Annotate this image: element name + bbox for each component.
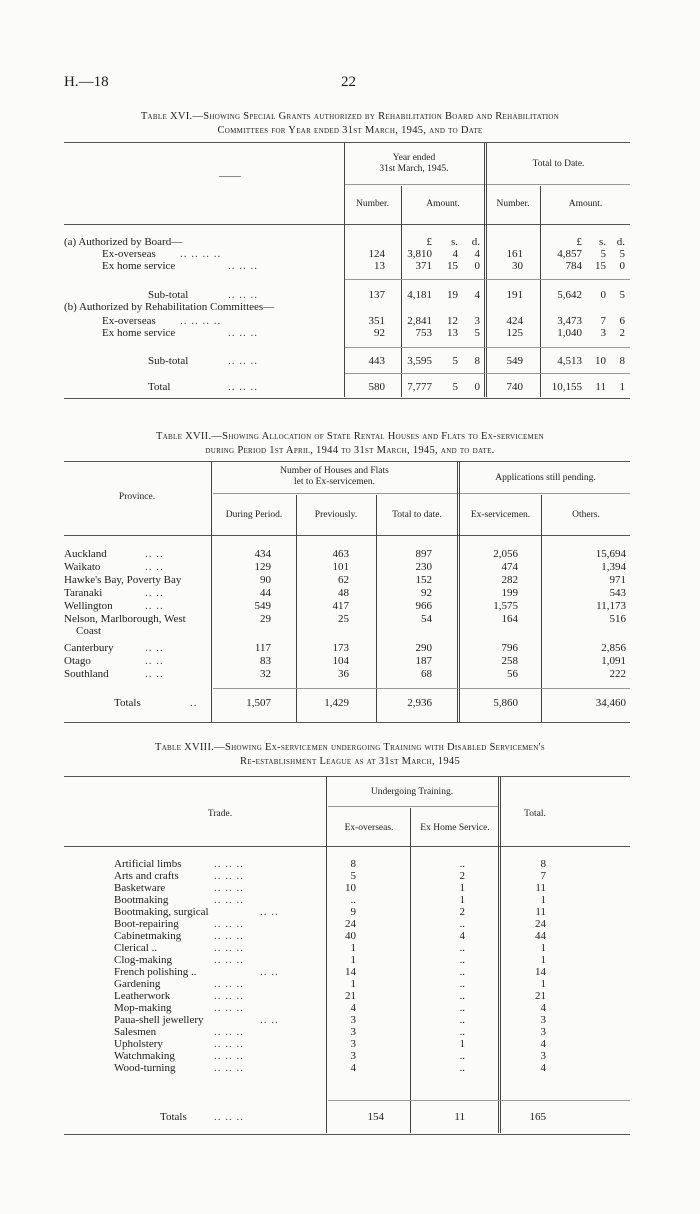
- table17-province: Auckland: [64, 548, 107, 560]
- table17-total-cell: 1,507: [246, 697, 271, 709]
- table18-group-rule: [328, 806, 498, 807]
- leader-dots: .. .. .. ..: [180, 248, 222, 260]
- table17-province: Canterbury: [64, 642, 114, 654]
- currency-unit: s.: [598, 236, 606, 248]
- table16-pence: 5: [619, 248, 625, 260]
- leader-dots: .. .. ..: [214, 1038, 244, 1050]
- table17-cell: 83: [260, 655, 271, 667]
- table17-cell: 549: [254, 600, 271, 612]
- table18-ex-overseas: 3: [350, 1026, 356, 1038]
- table17-cell: 222: [609, 668, 626, 680]
- table18-ex-home: ..: [459, 1026, 465, 1038]
- table18-total: 3: [540, 1014, 546, 1026]
- table17-cell: 417: [332, 600, 349, 612]
- table17-group1-head2: let to Ex-servicemen.: [294, 477, 375, 487]
- table18-total: 4: [540, 1002, 546, 1014]
- table16-total-head: Total to Date.: [532, 159, 585, 169]
- table18-ex-home: 2: [459, 870, 465, 882]
- table17-bottom-rule: [64, 722, 630, 723]
- table18-trade: Bootmaking: [114, 894, 169, 906]
- table16-number: 92: [374, 327, 385, 339]
- leader-dots: .. .. ..: [228, 289, 258, 301]
- currency-unit: s.: [450, 236, 458, 248]
- table16-bottom-rule: [64, 398, 630, 399]
- table18-col-head: Ex Home Service.: [420, 823, 490, 833]
- table16-number: 424: [506, 315, 523, 327]
- table16-row-label: Ex-overseas: [102, 248, 156, 260]
- table18-ex-overseas: 3: [350, 1014, 356, 1026]
- table18-trade: Artificial limbs: [114, 858, 182, 870]
- table18-trade: Mop-making: [114, 1002, 172, 1014]
- table17-cell: 434: [254, 548, 271, 560]
- table17-province: Waikato: [64, 561, 101, 573]
- table17-cell: 1,091: [601, 655, 626, 667]
- table16-stub-dash: ——: [219, 170, 241, 182]
- table17-cell: 152: [415, 574, 432, 586]
- table17-cell: 796: [501, 642, 518, 654]
- table16-pence: 0: [474, 381, 480, 393]
- table18-trade: Cabinetmaking: [114, 930, 182, 942]
- table18-head-rule: [64, 846, 630, 847]
- table18-ex-home: ..: [459, 1002, 465, 1014]
- table18-col-head: Ex-overseas.: [344, 823, 394, 833]
- table16-pounds: 753: [415, 327, 432, 339]
- table18-vline: [326, 777, 327, 1133]
- table16-pence: 0: [474, 260, 480, 272]
- table16-subtotal-label: Sub-total: [148, 289, 189, 301]
- table18-ex-home: ..: [459, 978, 465, 990]
- table17-caption-line2: during Period 1st April, 1944 to 31st March, 1945, and to date.: [205, 445, 495, 456]
- table17-vline: [457, 462, 460, 722]
- table17-cell: 11,173: [596, 600, 626, 612]
- table17-cell: 897: [415, 548, 432, 560]
- leader-dots: .. ..: [145, 587, 164, 599]
- table17-cell: 971: [609, 574, 626, 586]
- table18-trade: Wood-turning: [114, 1062, 176, 1074]
- table18-ex-overseas: 1: [350, 954, 356, 966]
- currency-unit: d.: [471, 236, 480, 248]
- table18-ex-home: ..: [459, 942, 465, 954]
- table17-province-cont: Coast: [76, 625, 102, 637]
- table17-group2-head: Applications still pending.: [495, 473, 596, 483]
- table18-total-head: Total.: [524, 809, 546, 819]
- table17-cell: 258: [501, 655, 518, 667]
- table16-number: 13: [374, 260, 385, 272]
- table18-ex-home: ..: [459, 858, 465, 870]
- table18-ex-home: ..: [459, 1062, 465, 1074]
- table17-cell: 1,575: [493, 600, 518, 612]
- table18-total: 11: [535, 906, 546, 918]
- table16-number: 137: [368, 289, 385, 301]
- table17-cell: 62: [338, 574, 349, 586]
- leader-dots: ..: [190, 697, 198, 709]
- table16-pounds: 784: [565, 260, 582, 272]
- table17-cell: 290: [415, 642, 432, 654]
- table18-trade: Leatherwork: [114, 990, 171, 1002]
- table16-pence: 6: [619, 315, 625, 327]
- table18-ex-overseas: 14: [345, 966, 356, 978]
- table18-ex-overseas: 21: [345, 990, 356, 1002]
- table18-trade: Bootmaking, surgical: [114, 906, 209, 918]
- table17-total-cell: 5,860: [493, 697, 518, 709]
- table16-pounds: 3,810: [407, 248, 432, 260]
- table17-cell: 15,694: [595, 548, 626, 560]
- table16-shillings: 0: [600, 289, 606, 301]
- table18-totals-label: Totals: [160, 1111, 187, 1123]
- table18-trade: Boot-repairing: [114, 918, 179, 930]
- leader-dots: .. ..: [260, 1014, 279, 1026]
- table18-undergoing-head: Undergoing Training.: [370, 787, 454, 797]
- table16-shillings: 5: [600, 248, 606, 260]
- table16-amount-head2: Amount.: [568, 199, 603, 209]
- table17-province: Southland: [64, 668, 109, 680]
- leader-dots: .. ..: [145, 600, 164, 612]
- table17-col-head: Others.: [572, 510, 600, 520]
- table16-year-head2: 31st March, 1945.: [379, 164, 449, 174]
- table18-total-ex-home: 11: [454, 1111, 465, 1123]
- table17-cell: 68: [421, 668, 432, 680]
- table16-shillings: 11: [595, 381, 606, 393]
- leader-dots: .. .. ..: [228, 327, 258, 339]
- table16-caption-line2: Committees for Year ended 31st March, 1945, and to Date: [217, 125, 483, 136]
- table16-head-rule: [64, 224, 630, 225]
- leader-dots: .. .. ..: [214, 930, 244, 942]
- table17-cell: 230: [415, 561, 432, 573]
- table16-pence: 2: [619, 327, 625, 339]
- table18-total: 21: [535, 990, 546, 1002]
- table16-pence: 3: [474, 315, 480, 327]
- leader-dots: .. ..: [260, 906, 279, 918]
- table17-cell: 966: [415, 600, 432, 612]
- table16-pounds: 2,841: [407, 315, 432, 327]
- table16-pounds: 4,857: [557, 248, 582, 260]
- table16-pounds: 5,642: [557, 289, 582, 301]
- leader-dots: .. .. ..: [228, 381, 258, 393]
- table18-trade: Clerical ..: [114, 942, 158, 954]
- leader-dots: .. .. ..: [214, 1002, 244, 1014]
- table18-trade: French polishing ..: [114, 966, 197, 978]
- table18-ex-overseas: 5: [350, 870, 356, 882]
- table17-cell: 117: [254, 642, 271, 654]
- table16-section-a: (a) Authorized by Board—: [64, 236, 183, 248]
- table17-cell: 129: [254, 561, 271, 573]
- table18-ex-overseas: 40: [345, 930, 356, 942]
- table18-total-ex-overseas: 154: [367, 1111, 384, 1123]
- table18-ex-home: ..: [459, 954, 465, 966]
- table17-cell: 1,394: [601, 561, 626, 573]
- table18-ex-overseas: ..: [350, 894, 356, 906]
- leader-dots: .. .. ..: [214, 882, 244, 894]
- table17-head-rule: [64, 535, 630, 536]
- table16-pounds: 3,595: [407, 355, 432, 367]
- table16-shillings: 5: [452, 355, 458, 367]
- table16-pounds: 1,040: [557, 327, 582, 339]
- table18-grand-total: 165: [529, 1111, 546, 1123]
- leader-dots: .. .. ..: [214, 918, 244, 930]
- table17-cell: 2,856: [601, 642, 626, 654]
- table17-cell: 104: [332, 655, 349, 667]
- table17-cell: 2,056: [493, 548, 518, 560]
- table16-top-rule: [64, 142, 630, 143]
- table17-cell: 543: [609, 587, 626, 599]
- table17-cell: 36: [338, 668, 349, 680]
- table16-number: 191: [506, 289, 523, 301]
- table17-cell: 199: [501, 587, 518, 599]
- table17-total-cell: 2,936: [407, 697, 432, 709]
- table17-province: Wellington: [64, 600, 113, 612]
- table18-total: 8: [540, 858, 546, 870]
- table18-ex-overseas: 1: [350, 942, 356, 954]
- table18-total: 7: [540, 870, 546, 882]
- table18-ex-home: ..: [459, 1014, 465, 1026]
- table18-ex-home: 1: [459, 1038, 465, 1050]
- table17-caption-line1: Table XVII.—Showing Allocation of State Rental Houses and Flats to Ex-servicemen: [155, 431, 545, 442]
- table16-section-b: (b) Authorized by Rehabilitation Committees—: [64, 301, 275, 313]
- table17-cell: 29: [260, 613, 271, 625]
- table17-cell: 474: [501, 561, 518, 573]
- table17-province: Nelson, Marlborough, West: [64, 613, 186, 625]
- table17-cell: 90: [260, 574, 271, 586]
- table16-pence: 5: [619, 289, 625, 301]
- table18-trade: Paua-shell jewellery: [114, 1014, 204, 1026]
- table18-trade: Upholstery: [114, 1038, 163, 1050]
- table16-amount-head: Amount.: [426, 199, 460, 209]
- table18-total: 44: [535, 930, 546, 942]
- leader-dots: .. ..: [145, 548, 164, 560]
- table17-vline: [211, 462, 212, 722]
- table16-pence: 4: [474, 289, 480, 301]
- table16-vline: [540, 186, 541, 397]
- table16-pounds: 10,155: [551, 381, 582, 393]
- leader-dots: .. ..: [145, 642, 164, 654]
- table17-col-head: Previously.: [314, 510, 358, 520]
- leader-dots: .. ..: [145, 668, 164, 680]
- table16-number-head2: Number.: [496, 199, 530, 209]
- table18-ex-home: ..: [459, 1050, 465, 1062]
- page-number: 22: [341, 74, 356, 90]
- table18-total: 3: [540, 1026, 546, 1038]
- table17-total-cell: 1,429: [324, 697, 349, 709]
- leader-dots: .. ..: [145, 655, 164, 667]
- table18-total: 1: [540, 894, 546, 906]
- table16-shillings: 12: [447, 315, 458, 327]
- table18-total: 4: [540, 1038, 546, 1050]
- table17-totals-label: Totals: [114, 697, 141, 709]
- table17-cell: 32: [260, 668, 271, 680]
- table16-caption-line1: Table XVI.—Showing Special Grants authorized by Rehabilitation Board and Rehabilitation: [140, 111, 560, 122]
- table16-number: 30: [512, 260, 523, 272]
- table17-cell: 173: [332, 642, 349, 654]
- table18-ex-home: ..: [459, 966, 465, 978]
- leader-dots: .. .. ..: [214, 1111, 244, 1123]
- leader-dots: .. ..: [145, 561, 164, 573]
- table16-subtotal-label: Sub-total: [148, 355, 189, 367]
- table18-trade: Clog-making: [114, 954, 173, 966]
- table16-number: 161: [506, 248, 523, 260]
- table17-col-head: Total to date.: [392, 510, 442, 520]
- table18-ex-home: 4: [459, 930, 465, 942]
- leader-dots: .. .. .. ..: [180, 315, 222, 327]
- table16-pounds: 7,777: [407, 381, 432, 393]
- table16-pounds: 371: [415, 260, 432, 272]
- table17-cell: 48: [338, 587, 349, 599]
- table18-ex-overseas: 8: [350, 858, 356, 870]
- currency-unit: d.: [616, 236, 625, 248]
- leader-dots: .. .. ..: [214, 942, 244, 954]
- table16-pence: 5: [474, 327, 480, 339]
- table17-cell: 92: [421, 587, 432, 599]
- report-code: H.—18: [64, 74, 109, 90]
- table18-totals-rule: [328, 1100, 630, 1101]
- table16-pence: 4: [474, 248, 480, 260]
- leader-dots: .. .. ..: [214, 1050, 244, 1062]
- table16-pence: 8: [474, 355, 480, 367]
- table17-province: Taranaki: [64, 587, 103, 599]
- table16-year-head: Year ended: [392, 153, 436, 163]
- table16-pounds: 3,473: [557, 315, 582, 327]
- table17-cell: 282: [501, 574, 518, 586]
- table18-trade: Salesmen: [114, 1026, 157, 1038]
- table16-group-rule: [345, 184, 630, 185]
- table17-caption: [40, 430, 660, 458]
- leader-dots: .. .. ..: [214, 870, 244, 882]
- table18-caption-line1: Table XVIII.—Showing Ex-servicemen undergoing Training with Disabled Servicemen's: [154, 742, 545, 753]
- table16-shillings: 15: [447, 260, 458, 272]
- table18-trade-head: Trade.: [207, 809, 233, 819]
- table17-province: Otago: [64, 655, 91, 667]
- table17-cell: 56: [507, 668, 518, 680]
- leader-dots: .. .. ..: [214, 894, 244, 906]
- table18-caption: [40, 741, 660, 769]
- table18-total: 3: [540, 1050, 546, 1062]
- table16-pounds: 4,181: [407, 289, 432, 301]
- table18-ex-overseas: 3: [350, 1050, 356, 1062]
- leader-dots: .. .. ..: [214, 990, 244, 1002]
- table16-caption: [40, 110, 660, 138]
- table18-ex-overseas: 3: [350, 1038, 356, 1050]
- leader-dots: .. .. ..: [214, 1062, 244, 1074]
- table16-total-rule: [345, 373, 630, 374]
- table18-trade: Watchmaking: [114, 1050, 175, 1062]
- leader-dots: .. .. ..: [214, 1026, 244, 1038]
- table18-total: 4: [540, 1062, 546, 1074]
- table17-cell: 463: [332, 548, 349, 560]
- table17-total-cell: 34,460: [595, 697, 626, 709]
- table16-number: 124: [368, 248, 385, 260]
- table18-ex-overseas: 10: [345, 882, 356, 894]
- table16-number: 443: [368, 355, 385, 367]
- table18-trade: Basketware: [114, 882, 166, 894]
- table16-shillings: 10: [595, 355, 606, 367]
- table16-subtotal-rule: [345, 279, 630, 280]
- table18-total: 11: [535, 882, 546, 894]
- table18-ex-home: 1: [459, 882, 465, 894]
- table16-shillings: 3: [600, 327, 606, 339]
- leader-dots: .. .. ..: [214, 858, 244, 870]
- table17-cell: 54: [421, 613, 432, 625]
- currency-unit: £: [576, 236, 582, 248]
- table16-number: 125: [506, 327, 523, 339]
- table16-shillings: 5: [452, 381, 458, 393]
- table16-number: 549: [506, 355, 523, 367]
- table16-number-head: Number.: [356, 199, 389, 209]
- table18-total: 1: [540, 954, 546, 966]
- leader-dots: .. .. ..: [228, 260, 258, 272]
- table16-shillings: 13: [447, 327, 458, 339]
- table17-province: Hawke's Bay, Poverty Bay: [64, 574, 182, 586]
- table18-trade: Arts and crafts: [114, 870, 179, 882]
- table18-caption-line2: Re-establishment League as at 31st March, 1945: [239, 756, 461, 767]
- table18-ex-overseas: 1: [350, 978, 356, 990]
- table16-row-label: Ex home service: [102, 260, 176, 272]
- table16-row-label: Ex-overseas: [102, 315, 156, 327]
- table18-total: 24: [535, 918, 546, 930]
- table17-col-head: Ex-servicemen.: [470, 510, 531, 520]
- table17-cell: 516: [609, 613, 626, 625]
- table16-subtotal-rule: [345, 347, 630, 348]
- table17-province-head: Province.: [118, 492, 156, 502]
- table16-shillings: 4: [452, 248, 458, 260]
- table18-ex-overseas: 24: [345, 918, 356, 930]
- table18-total: 1: [540, 942, 546, 954]
- table18-ex-home: ..: [459, 990, 465, 1002]
- table17-group-rule: [213, 493, 630, 494]
- table17-top-rule: [64, 461, 630, 462]
- table17-cell: 44: [260, 587, 271, 599]
- table18-total: 1: [540, 978, 546, 990]
- table18-ex-overseas: 4: [350, 1062, 356, 1074]
- table16-pounds: 4,513: [557, 355, 582, 367]
- table17-cell: 164: [501, 613, 518, 625]
- table16-pence: 0: [619, 260, 625, 272]
- leader-dots: .. ..: [260, 966, 279, 978]
- table18-ex-overseas: 4: [350, 1002, 356, 1014]
- table16-total-label: Total: [148, 381, 171, 393]
- table16-row-label: Ex home service: [102, 327, 176, 339]
- table16-number: 351: [368, 315, 385, 327]
- table17-cell: 25: [338, 613, 349, 625]
- table16-shillings: 7: [600, 315, 606, 327]
- table18-ex-home: 1: [459, 894, 465, 906]
- table16-pence: 1: [619, 381, 625, 393]
- table18-top-rule: [64, 776, 630, 777]
- table17-cell: 187: [415, 655, 432, 667]
- table18-ex-home: 2: [459, 906, 465, 918]
- table16-number: 740: [506, 381, 523, 393]
- table18-total: 14: [535, 966, 546, 978]
- table18-ex-home: ..: [459, 918, 465, 930]
- table17-col-head: During Period.: [225, 510, 283, 520]
- leader-dots: .. .. ..: [214, 954, 244, 966]
- leader-dots: .. .. ..: [214, 978, 244, 990]
- table17-group1-head: Number of Houses and Flats: [280, 466, 389, 476]
- table18-bottom-rule: [64, 1134, 630, 1135]
- table16-shillings: 15: [595, 260, 606, 272]
- table17-totals-rule: [213, 688, 630, 689]
- table16-shillings: 19: [447, 289, 458, 301]
- table16-pence: 8: [619, 355, 625, 367]
- table18-ex-overseas: 9: [350, 906, 356, 918]
- table17-cell: 101: [332, 561, 349, 573]
- table16-number: 580: [368, 381, 385, 393]
- currency-unit: £: [426, 236, 432, 248]
- leader-dots: .. .. ..: [228, 355, 258, 367]
- table18-trade: Gardening: [114, 978, 161, 990]
